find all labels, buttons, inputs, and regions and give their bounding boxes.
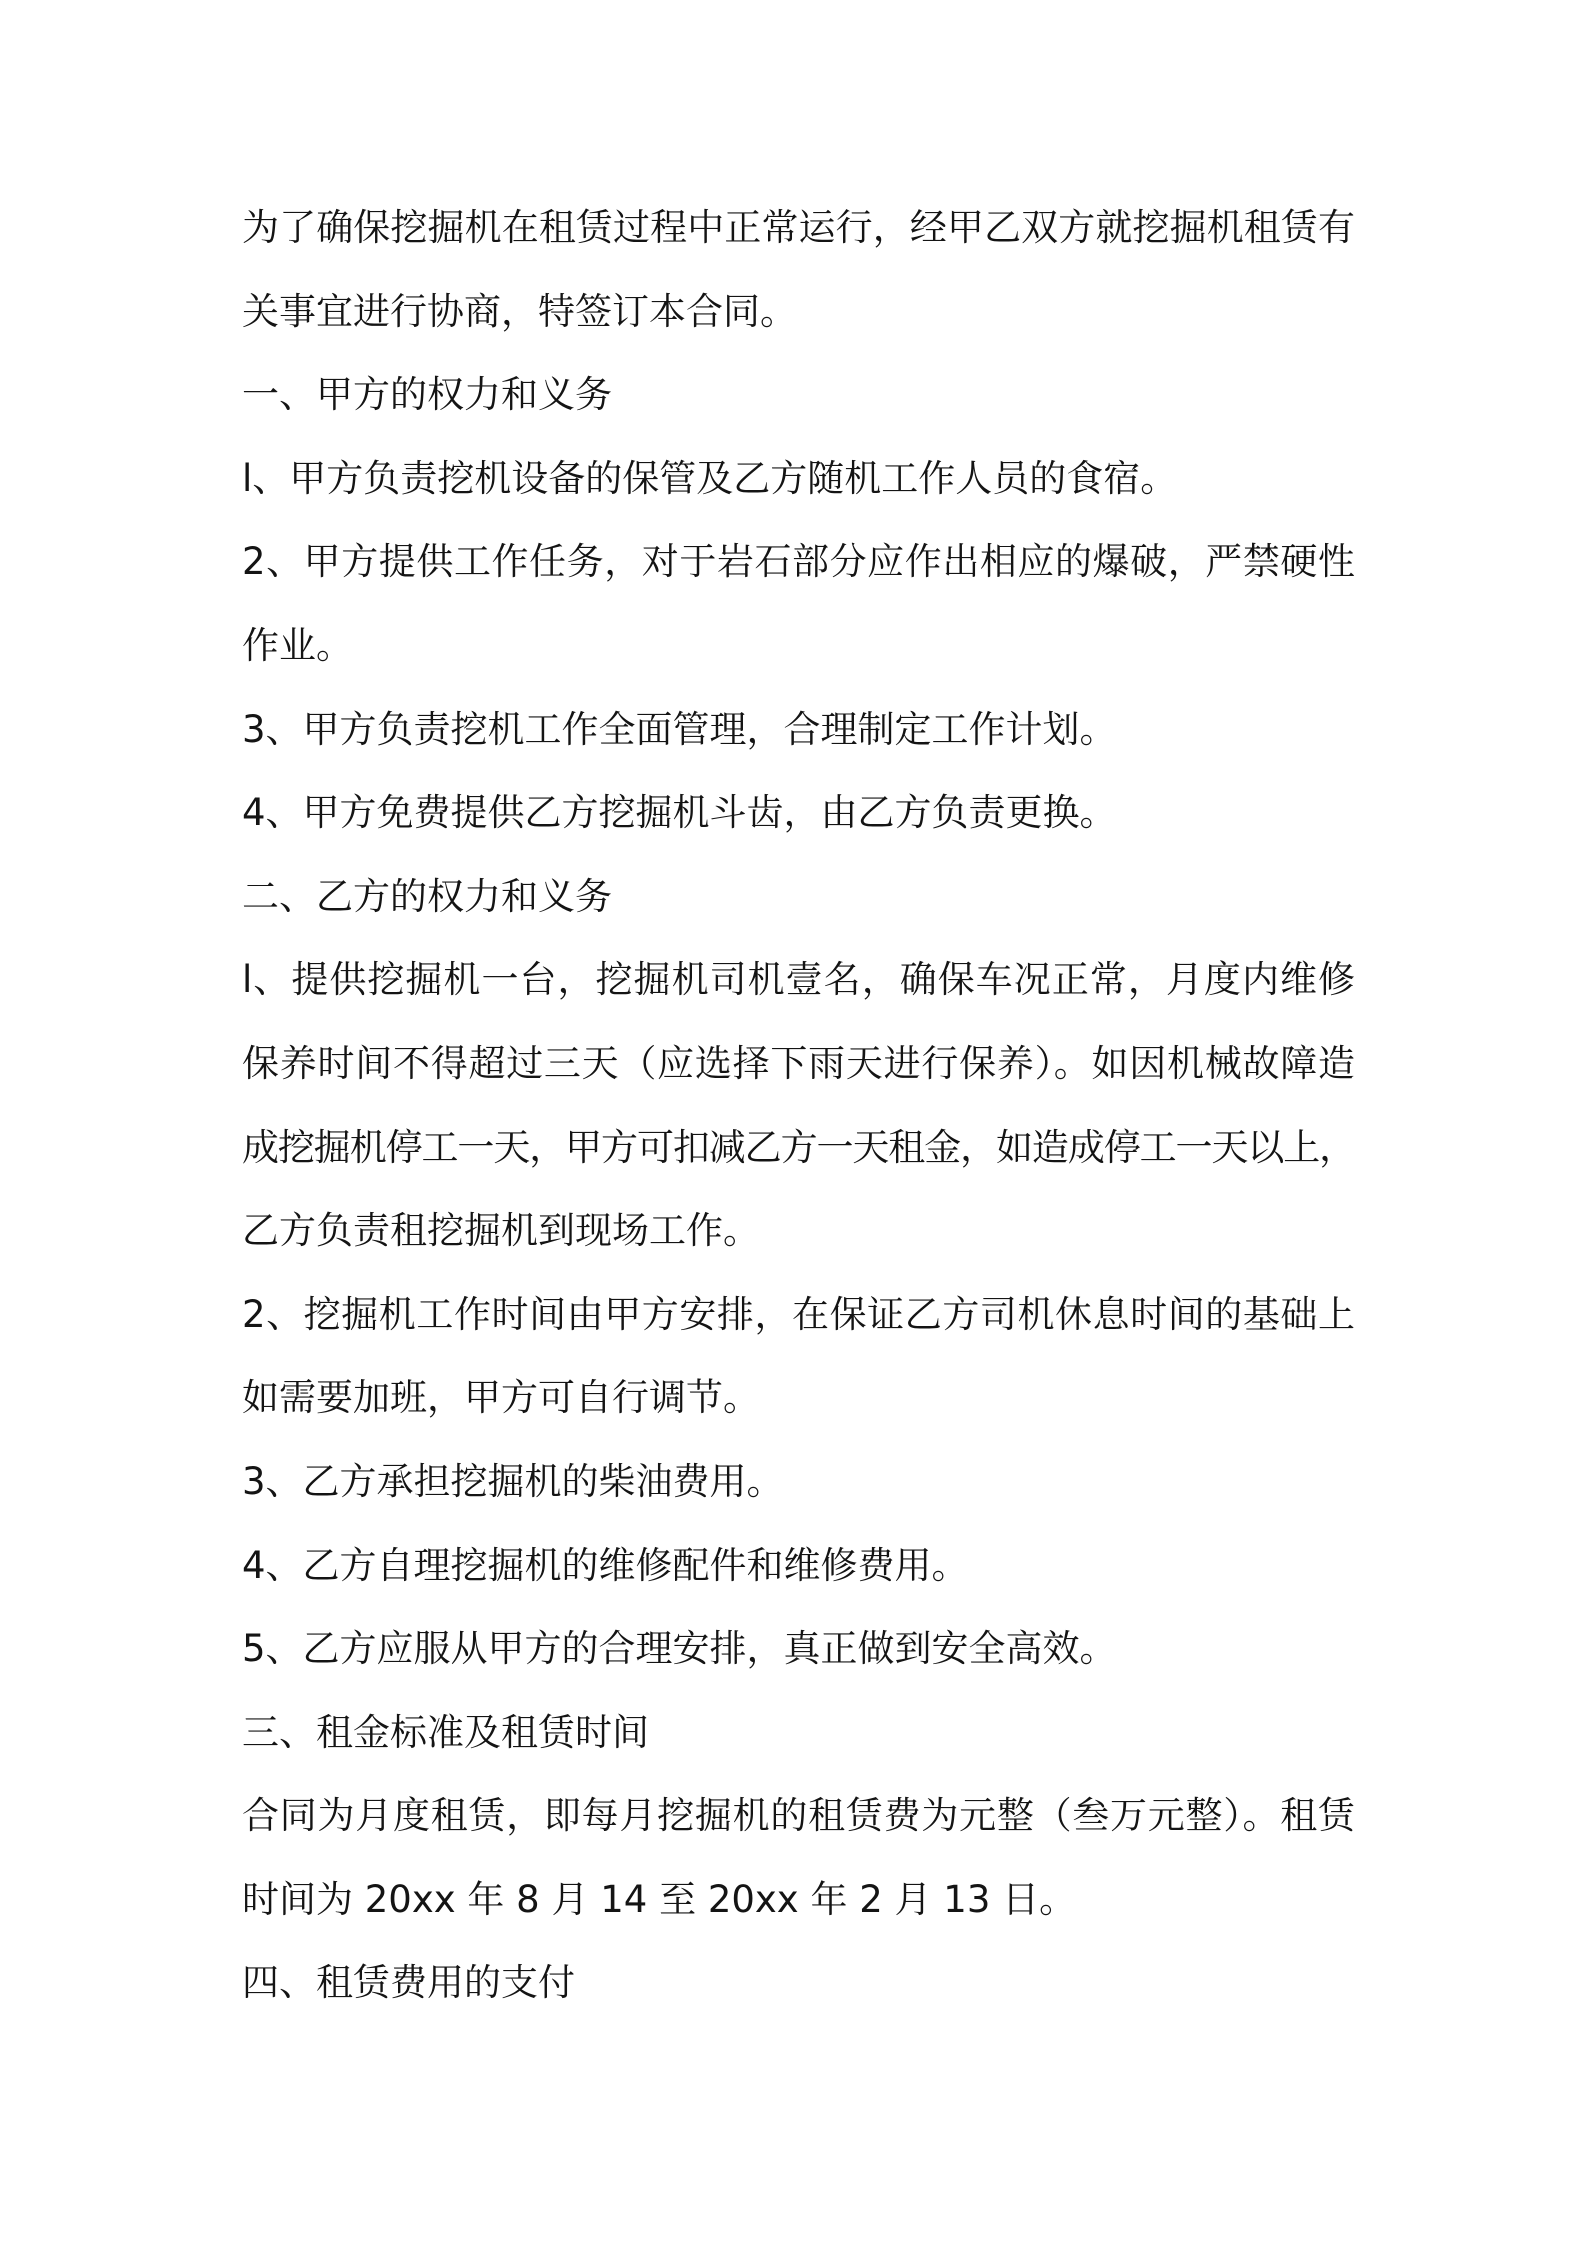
clause-line: 3、甲方负责挖机工作全面管理，合理制定工作计划。 xyxy=(242,707,1117,751)
clause-line: 成挖掘机停工一天，甲方可扣减乙方一天租金，如造成停工一天以上， xyxy=(242,1125,1355,1169)
clause-line: 4、乙方自理挖掘机的维修配件和维修费用。 xyxy=(242,1543,969,1587)
clause xyxy=(242,771,1355,855)
clause xyxy=(242,938,1355,1272)
section-heading: 三、租金标准及租赁时间 xyxy=(242,1710,649,1754)
clause-line: 5、乙方应服从甲方的合理安排，真正做到安全高效。 xyxy=(242,1627,1117,1671)
section-rent-terms xyxy=(242,1691,1355,1942)
clause xyxy=(242,1273,1355,1440)
section-party-a-rights xyxy=(242,353,1355,855)
clause-line: 时间为 20xx 年 8 月 14 至 20xx 年 2 月 13 日。 xyxy=(242,1877,1077,1921)
clause xyxy=(242,437,1355,521)
section-heading: 四、租赁费用的支付 xyxy=(242,1961,575,2005)
clause-line: 如需要加班，甲方可自行调节。 xyxy=(242,1376,760,1420)
section-heading: 二、乙方的权力和义务 xyxy=(242,874,612,918)
intro-line: 关事宜进行协商，特签订本合同。 xyxy=(242,289,797,333)
clause xyxy=(242,1607,1355,1691)
clause-line: 乙方负责租挖掘机到现场工作。 xyxy=(242,1209,760,1253)
document-page xyxy=(242,186,1355,2025)
clause xyxy=(242,1774,1355,1941)
section-heading: 一、甲方的权力和义务 xyxy=(242,373,612,417)
clause xyxy=(242,1440,1355,1524)
clause-line: l、提供挖掘机一台，挖掘机司机壹名，确保车况正常，月度内维修 xyxy=(242,958,1355,1002)
clause xyxy=(242,688,1355,772)
section-payment xyxy=(242,1941,1355,2025)
intro-line: 为了确保挖掘机在租赁过程中正常运行，经甲乙双方就挖掘机租赁有 xyxy=(242,206,1355,249)
clause xyxy=(242,520,1355,687)
section-party-b-rights xyxy=(242,855,1355,1691)
clause-line: 2、甲方提供工作任务，对于岩石部分应作出相应的爆破，严禁硬性 xyxy=(242,540,1355,584)
clause-line: 2、挖掘机工作时间由甲方安排，在保证乙方司机休息时间的基础上 xyxy=(242,1292,1355,1336)
clause-line: 3、乙方承担挖掘机的柴油费用。 xyxy=(242,1459,784,1503)
clause-line: 4、甲方免费提供乙方挖掘机斗齿，由乙方负责更换。 xyxy=(242,791,1117,835)
clause-line: 保养时间不得超过三天（应选择下雨天进行保养）。如因机械故障造 xyxy=(242,1041,1355,1085)
clause-line: 合同为月度租赁，即每月挖掘机的租赁费为元整（叁万元整）。租赁 xyxy=(242,1794,1355,1838)
clause-line: 作业。 xyxy=(242,623,353,667)
intro-paragraph xyxy=(242,186,1355,353)
clause-line: l、甲方负责挖机设备的保管及乙方随机工作人员的食宿。 xyxy=(242,456,1178,500)
clause xyxy=(242,1524,1355,1608)
